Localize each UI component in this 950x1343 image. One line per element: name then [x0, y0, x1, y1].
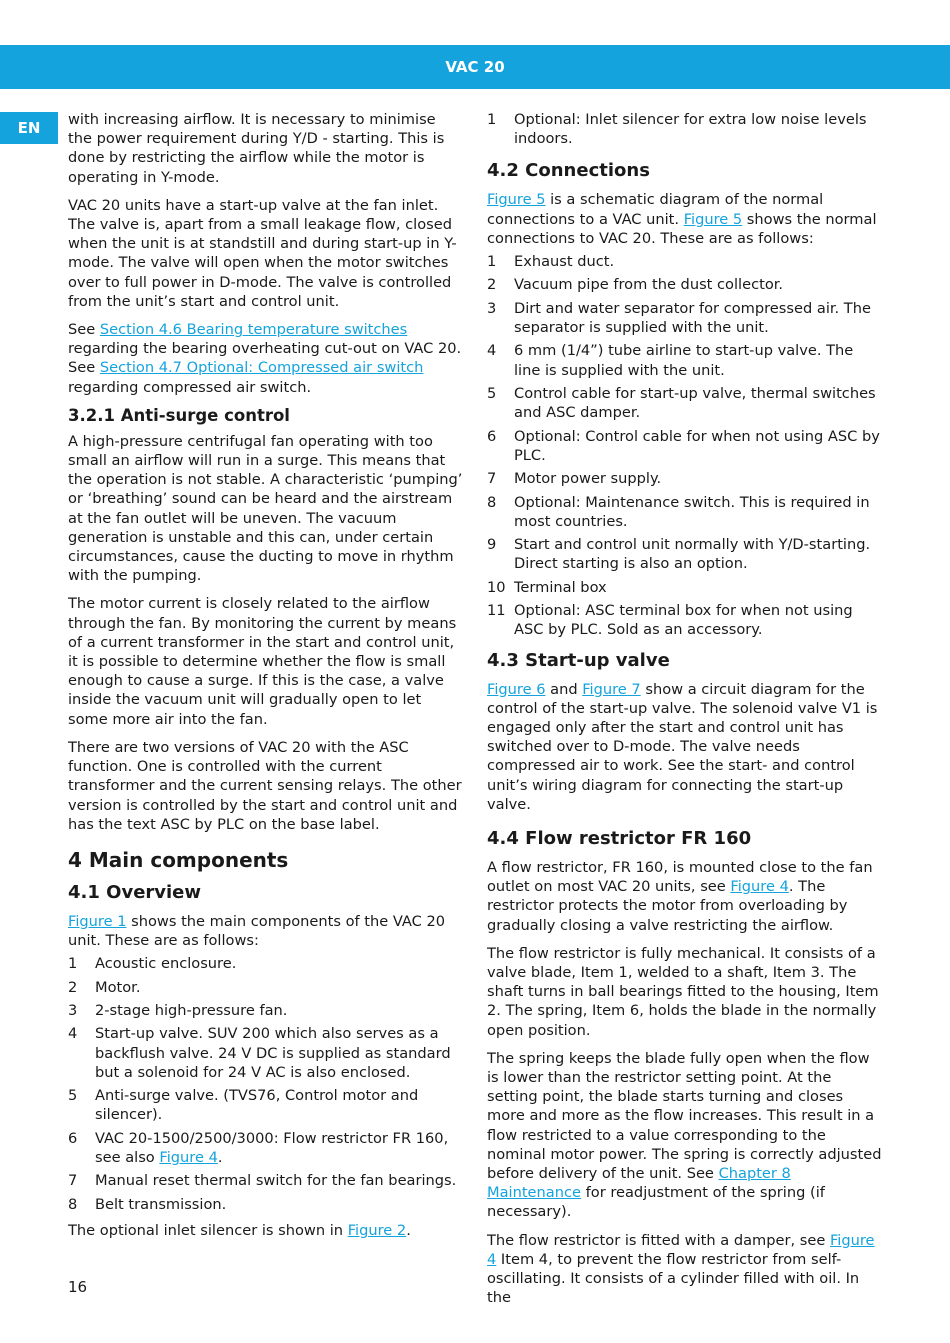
- item-number: 5: [487, 384, 497, 402]
- page-number: 16: [68, 1278, 88, 1296]
- text: show a circuit diagram for the control of the start-up valve. The solenoid valve V1 is engaged only after the start and control unit has switched over to D-mode. The valve needs compressed air to work. See the start- and control unit’s wiring diagram for connecting the start-up valve.: [487, 680, 878, 813]
- paragraph: [487, 1049, 883, 1222]
- item-number: 4: [487, 342, 497, 360]
- right-column: [487, 110, 883, 1316]
- text: is a schematic diagram of the normal connections to a VAC unit.: [487, 191, 824, 228]
- list-item: [487, 110, 883, 148]
- text: A flow restrictor, FR 160, is mounted close to the fan outlet on most VAC 20 units, see: [487, 858, 873, 896]
- link-chapter-8[interactable]: Chapter 8 Maintenance: [487, 1165, 791, 1202]
- item-number: 4: [68, 1025, 78, 1043]
- item-number: 10: [487, 578, 506, 596]
- link-figure-4[interactable]: Figure 4: [487, 1231, 875, 1268]
- paragraph: [487, 680, 883, 814]
- heading-flow-restrictor: 4.4 Flow restrictor FR 160: [487, 827, 752, 849]
- item-number: 11: [487, 602, 506, 620]
- list-item: [68, 1171, 464, 1190]
- text: See: [68, 321, 100, 339]
- heading-anti-surge-control: 3.2.1 Anti-surge control: [68, 405, 290, 425]
- text: for readjustment of the spring (if necessary).: [487, 1184, 825, 1221]
- item-text: Manual reset thermal switch for the fan bearings.: [95, 1172, 457, 1190]
- list-item: [68, 954, 464, 973]
- item-text: Start and control unit normally with Y/D-starting. Direct starting is also an option.: [514, 536, 871, 573]
- item-text: Optional: Inlet silencer for extra low noise levels indoors.: [514, 111, 867, 148]
- item-number: 8: [487, 493, 497, 511]
- list-item: [487, 578, 883, 597]
- item-text: Control cable for start-up valve, thermal switches and ASC damper.: [514, 384, 876, 422]
- item-number: 7: [68, 1172, 78, 1190]
- text: .: [406, 1222, 411, 1240]
- item-text: Start-up valve. SUV 200 which also serves as a backflush valve. 24 V DC is supplied as standard but a solenoid for 24 V AC is also enclosed.: [95, 1025, 451, 1081]
- item-number: 1: [487, 111, 497, 128]
- text: The spring keeps the blade fully open when the flow is lower than the restrictor setting point. At the setting point, the blade starts turning and closes more and more as the flow increases. This result in a flow restricted to a value corresponding to the nominal motor power. The spring is correctly adjusted before delivery of the unit. See: [487, 1049, 882, 1183]
- language-tab: EN: [0, 112, 58, 144]
- text: regarding the bearing overheating cut-out on VAC 20. See: [68, 340, 462, 377]
- link-figure-4[interactable]: Figure 4: [730, 878, 789, 896]
- link-figure-4[interactable]: Figure 4: [159, 1149, 218, 1167]
- link-figure-6[interactable]: Figure 6: [487, 680, 546, 698]
- item-number: 1: [487, 253, 497, 271]
- paragraph: [487, 858, 883, 935]
- item-text: Terminal box: [514, 578, 607, 596]
- text: shows the normal connections to VAC 20. These are as follows:: [487, 210, 877, 247]
- paragraph: with increasing airflow. It is necessary to minimise the power requirement during Y/D - starting. This is done by restricting the airflow while the motor is operating in Y-mode.: [68, 111, 445, 186]
- item-text: Optional: Control cable for when not using ASC by PLC.: [514, 427, 880, 464]
- list-item: [68, 1024, 464, 1082]
- list-item: [68, 1086, 464, 1124]
- link-figure-1[interactable]: Figure 1: [68, 912, 127, 930]
- paragraph: The flow restrictor is fully mechanical. It consists of a valve blade, Item 1, welded to a shaft, Item 3. The shaft turns in ball bearings fitted to the housing, Item 2. The spring, Item 6, holds the blade in the normally open position.: [487, 944, 879, 1039]
- item-text: Belt transmission.: [95, 1195, 227, 1213]
- text: The flow restrictor is fitted with a damper, see: [487, 1231, 830, 1249]
- item-text: Exhaust duct.: [514, 253, 615, 271]
- item-number: 9: [487, 536, 497, 554]
- paragraph: There are two versions of VAC 20 with the ASC function. One is controlled with the current transformer and the current sensing relays. The other version is controlled by the start and control unit and has the text ASC by PLC on the base label.: [68, 738, 462, 833]
- text: .: [217, 1149, 223, 1167]
- paragraph: The motor current is closely related to the airflow through the fan. By monitoring the current by means of a current transformer in the start and control unit, it is possible to determine whether the flow is small enough to cause a surge. If this is the case, a valve inside the vacuum unit will gradually open to let some more air into the fan.: [68, 595, 457, 728]
- paragraph: [68, 320, 464, 397]
- link-figure-5[interactable]: Figure 5: [683, 210, 743, 228]
- text: VAC 20-1500/2500/3000: Flow restrictor FR 160, see also: [95, 1129, 449, 1167]
- link-section-4-6[interactable]: Section 4.6 Bearing temperature switches: [99, 321, 408, 339]
- item-number: 7: [487, 470, 497, 488]
- text: . The restrictor protects the motor from overloading by gradually closing a valve restricting the airflow.: [487, 878, 848, 934]
- list-item: [68, 1129, 464, 1167]
- heading-connections: 4.2 Connections: [487, 160, 650, 182]
- components-list: [68, 954, 464, 1214]
- list-item: [68, 978, 464, 997]
- link-figure-5[interactable]: Figure 5: [487, 191, 546, 209]
- item-text: Optional: ASC terminal box for when not using ASC by PLC. Sold as an accessory.: [514, 602, 853, 639]
- list-item: [487, 493, 883, 531]
- header-bar: [0, 45, 950, 89]
- item-number: 6: [487, 427, 497, 445]
- text: shows the main components of the VAC 20 unit. These are as follows:: [68, 912, 446, 950]
- heading-start-up-valve: 4.3 Start-up valve: [487, 649, 670, 671]
- item-number: 8: [68, 1195, 78, 1213]
- item-number: 5: [68, 1087, 78, 1105]
- item-text: Vacuum pipe from the dust collector.: [514, 276, 784, 294]
- paragraph: [487, 1231, 883, 1308]
- list-item: [68, 1001, 464, 1020]
- text: and: [545, 680, 583, 698]
- list-item: [487, 384, 883, 422]
- item-number: 1: [68, 955, 78, 973]
- list-item: [487, 427, 883, 465]
- item-text: 2-stage high-pressure fan.: [95, 1002, 288, 1020]
- paragraph: [487, 190, 883, 248]
- left-column: [68, 110, 464, 1249]
- list-item: [487, 275, 883, 294]
- list-item: [487, 601, 883, 639]
- list-item: [487, 469, 883, 488]
- item-text: Motor.: [95, 978, 141, 996]
- link-figure-7[interactable]: Figure 7: [582, 680, 641, 698]
- paragraph: A high-pressure centrifugal fan operating with too small an airflow will run in a surge. This means that the operation is not stable. A characteristic ‘pumping’ or ‘breathing’ sound can be heard and the airstream at the fan outlet will be uneven. The vacuum generation is unstable and this can, under certain circumstances, cause the ducting to move in rhythm with the pumping.: [68, 432, 463, 585]
- link-section-4-7[interactable]: Section 4.7 Optional: Compressed air switch: [99, 359, 424, 377]
- connections-list: [487, 252, 883, 640]
- list-item: [487, 299, 883, 337]
- list-item: [487, 252, 883, 271]
- item-text: Dirt and water separator for compressed air. The separator is supplied with the unit.: [514, 299, 871, 336]
- item-number: 6: [68, 1129, 78, 1147]
- list-item: [487, 341, 883, 379]
- text: regarding compressed air switch.: [68, 378, 312, 396]
- item-number: 3: [68, 1002, 78, 1020]
- header-title: VAC 20: [445, 58, 505, 76]
- paragraph: [68, 1221, 464, 1240]
- list-item: [68, 1195, 464, 1214]
- item-number: 2: [487, 276, 497, 294]
- item-text: [95, 1129, 464, 1167]
- text: The optional inlet silencer is shown in: [68, 1222, 348, 1240]
- item-text: Acoustic enclosure.: [95, 955, 237, 973]
- optional-list: [487, 110, 883, 148]
- heading-overview: 4.1 Overview: [68, 881, 202, 903]
- item-text: Anti-surge valve. (TVS76, Control motor and silencer).: [95, 1087, 419, 1124]
- text: Item 4, to prevent the flow restrictor from self-oscillating. It consists of a cylinder filled with oil. In the: [487, 1250, 860, 1307]
- item-text: 6 mm (1/4”) tube airline to start-up valve. The line is supplied with the unit.: [514, 342, 854, 379]
- paragraph: [68, 912, 464, 950]
- item-text: Motor power supply.: [514, 470, 662, 488]
- paragraph: VAC 20 units have a start-up valve at the fan inlet. The valve is, apart from a small leakage flow, closed when the unit is at standstill and during start-up in Y-mode. The valve will open when the motor switches over to full power in D-mode. The valve is controlled from the unit’s start and control unit.: [68, 196, 457, 310]
- link-figure-2[interactable]: Figure 2: [347, 1222, 407, 1240]
- item-text: Optional: Maintenance switch. This is required in most countries.: [514, 493, 870, 530]
- list-item: [487, 535, 883, 573]
- item-number: 3: [487, 299, 497, 317]
- heading-main-components: 4 Main components: [68, 847, 289, 872]
- item-number: 2: [68, 978, 78, 996]
